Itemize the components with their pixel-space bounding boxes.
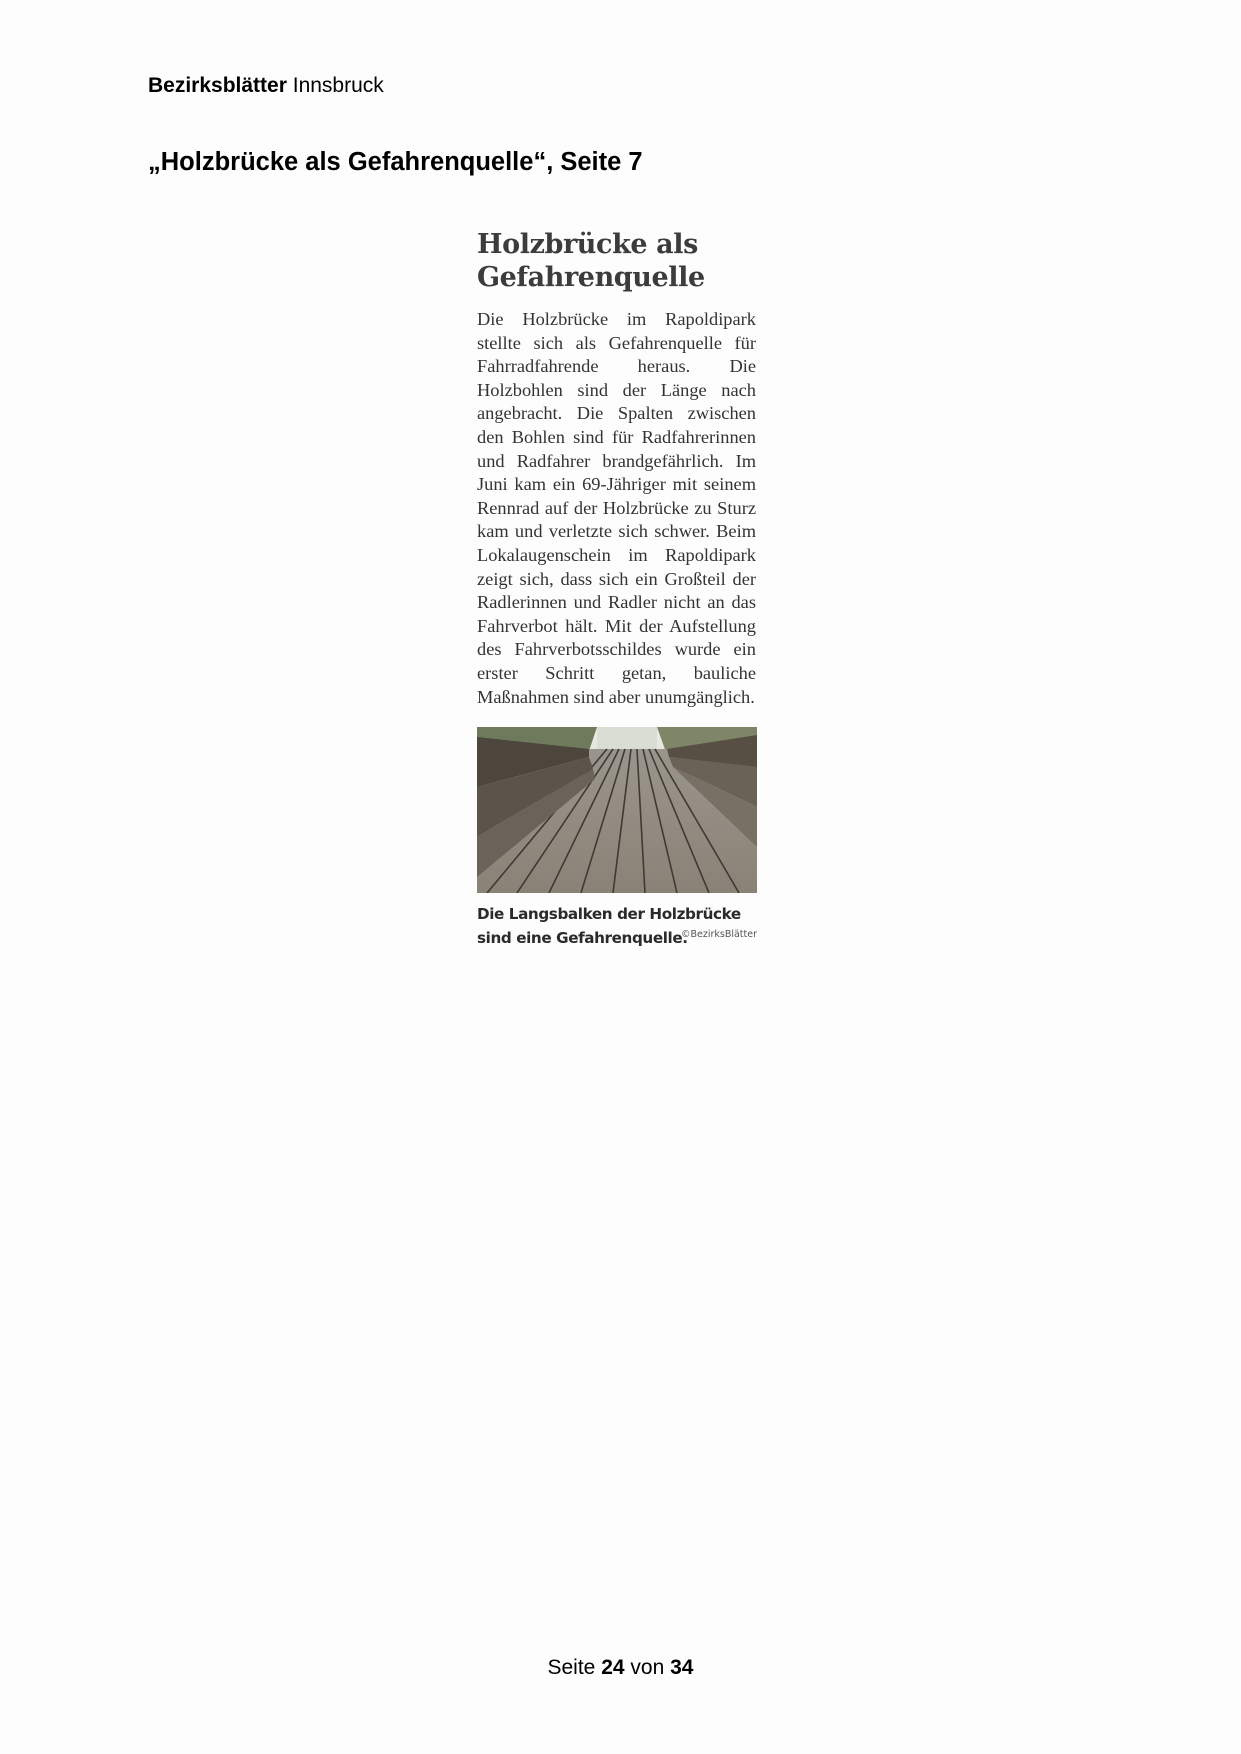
caption-text: Die Langsbalken der Holzbrücke sind eine Gefahrenquelle.	[477, 905, 741, 948]
document-title: „Holzbrücke als Gefahrenquelle“, Seite 7	[148, 148, 643, 176]
headline-line-2: Gefahrenquelle	[477, 262, 705, 293]
article-headline	[477, 228, 757, 294]
article-clipping	[477, 228, 757, 950]
headline-line-1: Holzbrücke als	[477, 229, 698, 260]
page-of-label: von	[630, 1656, 665, 1679]
article-body: Die Holzbrücke im Rapoldipark stellte sich als Gefahrenquelle für Fahrradfahrende heraus. Die Holzbohlen sind der Länge nach angebracht. Die Spalten zwischen den Bohlen sind für Radfahrerinnen und Radfahrer brandgefährlich. Im Juni kam ein 69-Jähriger mit seinem Rennrad auf der Holzbrücke zu Sturz kam und verletzte sich schwer. Beim Lokalaugenschein im Rapoldipark zeigt sich, dass sich ein Großteil der Radlerinnen und Radler nicht an das Fahrverbot hält. Mit der Aufstellung des Fahrverbotsschildes wurde ein erster Schritt getan, bauliche Maßnahmen sind aber unumgänglich.	[477, 309, 756, 707]
photo-credit: ©BezirksBlätter	[680, 929, 757, 941]
page-total: 34	[670, 1656, 694, 1679]
bridge-photo	[477, 727, 757, 893]
photo-caption	[477, 902, 757, 950]
page-label: Seite	[547, 1656, 596, 1679]
page-footer	[0, 1656, 1241, 1680]
publication-masthead	[148, 74, 384, 98]
publication-region: Innsbruck	[292, 74, 384, 97]
page-number: 24	[601, 1656, 625, 1679]
publication-name: Bezirksblätter	[148, 74, 287, 97]
